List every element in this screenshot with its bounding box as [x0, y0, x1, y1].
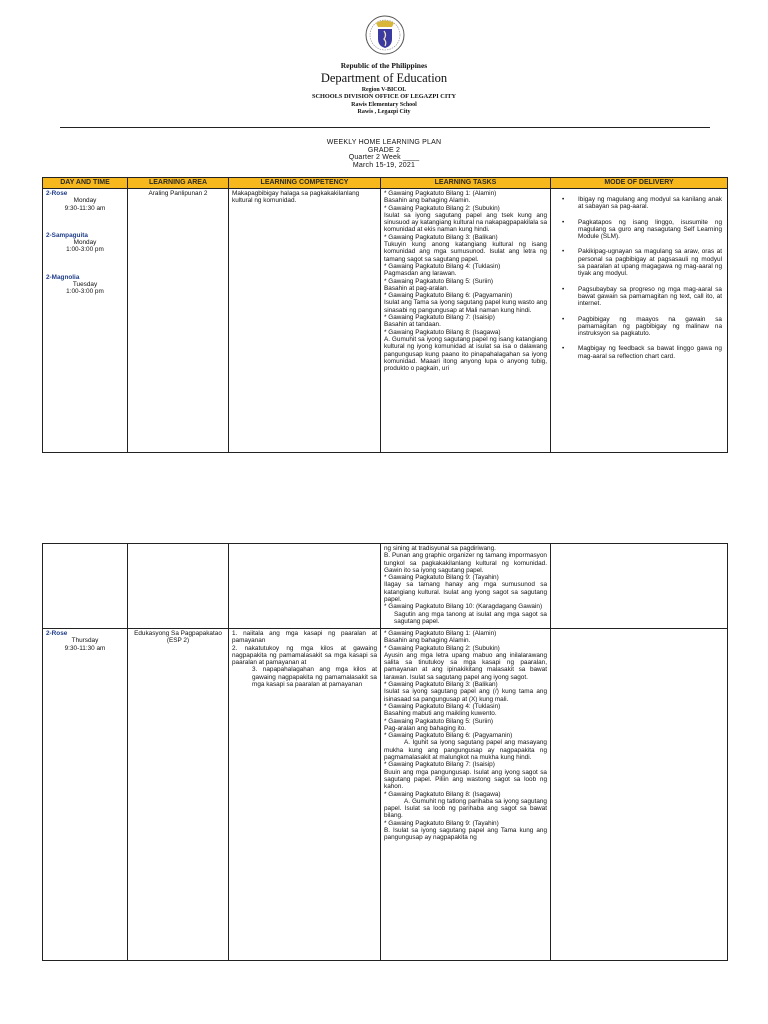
task-line: B. Punan ang graphic organizer ng tamang impormasyon tungkol sa pagkakakilanlang kultural ng komunidad. Gawin ito sa iyong sagutang papel.	[384, 552, 547, 574]
col-learning-area: LEARNING AREA	[128, 178, 229, 189]
learning-plan-table-page1	[42, 177, 728, 453]
table-row	[43, 189, 728, 453]
col-day-time: DAY AND TIME	[43, 178, 128, 189]
task-line: Isulat sa iyong sagutang papel ang tsek kung ang sinusuod ay katangiang kultural na nakapagpapakilala sa komunidad at ekis naman kung hindi.	[384, 211, 547, 234]
task-line: * Gawaing Pagkatuto Bilang 6: (Pagyamanin)	[384, 732, 513, 740]
delivery-item: • Pagbibigay ng maayos na gawain sa pamamagitan ng pagbibigay ng malinaw na instruksyon sa pagkatuto.	[556, 316, 722, 338]
competency-cell	[229, 544, 381, 629]
task-line: A. Gumuhit sa iyong sagutang papel ng isang katangiang kultural ng iyong komunidad at isulat sa isa o dalawang pangungusap kung paano ito pinapahalagahan sa iyong komunidad. Maaari itong anyong lupa o anyong tubig, produkto o pagkain, uri	[384, 335, 547, 373]
day: Tuesday	[72, 281, 98, 289]
delivery-list	[554, 190, 724, 360]
delivery-cell	[551, 629, 728, 961]
time: 1:00-3:00 pm	[66, 288, 104, 296]
col-learning-competency: LEARNING COMPETENCY	[229, 178, 381, 189]
col-learning-tasks: LEARNING TASKS	[381, 178, 551, 189]
day: Monday	[73, 197, 97, 205]
task-line: * Gawaing Pagkatuto Bilang 9: (Tayahin)	[384, 574, 499, 582]
republic-text: Republic of the Philippines	[340, 61, 428, 70]
plan-title: WEEKLY HOME LEARNING PLAN	[326, 139, 442, 146]
task-line: * Gawaing Pagkatuto Bilang 5: (Suriin)	[384, 717, 494, 725]
division-text: SCHOOLS DIVISION OFFICE OF LEGAZPI CITY	[311, 93, 457, 100]
day-time-cell	[43, 189, 128, 453]
task-line: * Gawaing Pagkatuto Bilang 2: (Subukin)	[384, 644, 500, 652]
deped-seal-logo	[364, 13, 406, 61]
time: 9:30-11:30 am	[64, 644, 106, 652]
task-line: Sagutin ang mga tanong at isulat ang mga sagot sa sagutang papel.	[394, 610, 547, 625]
task-line: Ayusin ang mga letra upang mabuo ang inilalarawang salita sa tinutukoy sa mga kasapi ng paaralan, pamayanan at ang ipinakikitang malasakit sa bawat larawan. Isulat sa sagutang papel ang iyong sagot.	[384, 651, 547, 681]
delivery-item: • Pagsubaybay sa progreso ng mga mag-aaral sa bawat gawain sa pamamagitan ng text, call ito, at internet.	[556, 286, 722, 308]
task-line: Tukuyin kung anong katangiang kultural ng isang komunidad ang mga sumusunod. Isulat ang letra ng tamang sagot sa sagutang papel.	[384, 241, 547, 263]
day-time-cell	[43, 629, 128, 961]
task-line: B. Isulat sa iyong sagutang papel ang Tama kung ang pangungusap ay nagpapakita ng	[384, 827, 547, 842]
delivery-cell	[551, 189, 728, 453]
task-line: * Gawaing Pagkatuto Bilang 3: (Balikan)	[384, 233, 498, 241]
competency-cell: Makapagbibigay halaga sa pagkakakilanlang kultural ng komunidad.	[229, 189, 381, 453]
task-line: Isulat ang Tama sa iyong sagutang papel kung wasto ang sinasabi ng pangungusap at Mali naman kung hindi.	[384, 299, 547, 314]
time: 1:00-3:00 pm	[66, 246, 104, 254]
task-line: * Gawaing Pagkatuto Bilang 4: (Tuklasin)	[384, 262, 501, 270]
col-mode-of-delivery: MODE OF DELIVERY	[551, 178, 728, 189]
task-line: ng sining at tradisyunal sa pagdiriwang.	[384, 545, 496, 552]
day: Monday	[73, 239, 97, 247]
competency-line: 3. napapahalagahan ang mga kilos at gawaing nagpapakita ng pamamalasakit sa mga kasapi sa paaralan at pamayanan	[252, 666, 377, 689]
learning-area-cell: Edukasyong Sa Pagpapakatao (ESP 2)	[128, 629, 229, 961]
task-line: Pag-aralan ang bahaging ito.	[384, 724, 467, 732]
task-line: * Gawaing Pagkatuto Bilang 7: (Isaisip)	[384, 314, 495, 322]
task-line: * Gawaing Pagkatuto Bilang 7: (Isaisip)	[384, 761, 495, 769]
plan-grade: GRADE 2	[367, 146, 401, 154]
plan-quarter: Quarter 2 Week ____	[348, 154, 420, 162]
delivery-item: • Pagkatapos ng isang linggo, isusumite ng magulang sa guro ang nasagutang Self Learning Module (SLM).	[556, 219, 722, 241]
task-line: * Gawaing Pagkatuto Bilang 3: (Balikan)	[384, 681, 498, 689]
task-line: Basahin at pag-aralan.	[384, 284, 449, 292]
task-line: * Gawaing Pagkatuto Bilang 6: (Pagyamanin)	[384, 292, 513, 300]
delivery-item: • Magbigay ng feedback sa bawat linggo gawa ng mag-aaral sa reflection chart card.	[556, 345, 722, 360]
task-line: Basahing mabuti ang maikling kuwento.	[384, 710, 497, 718]
department-title: Department of Education	[320, 71, 448, 85]
header-divider	[60, 127, 710, 128]
delivery-cell	[551, 544, 728, 629]
task-line: * Gawaing Pagkatuto Bilang 8: (Isagawa)	[384, 790, 501, 798]
task-line: Buuin ang mga pangungusap. Isulat ang iyong sagot sa sagutang papel. Piliin ang wastong sagot sa loob ng kahon.	[384, 768, 547, 791]
tasks-cell	[381, 629, 551, 961]
schedule-slot	[46, 232, 124, 254]
tasks-cell	[381, 544, 551, 629]
table-row	[43, 544, 728, 629]
table-header-row	[43, 178, 728, 189]
learning-area-cell: Araling Panlipunan 2	[128, 189, 229, 453]
task-line: A. Iguhit sa iyong sagutang papel ang masayang mukha kung ang pangungusap ay nagpapakita ng pagmamalasakit at malungkot na mukha kung hindi.	[384, 739, 547, 762]
task-line: Basahin ang bahaging Alamin.	[384, 637, 471, 645]
task-line: Basahin ang bahaging Alamin.	[384, 197, 471, 205]
task-line: Basahin at tandaan.	[384, 321, 441, 329]
table-row	[43, 629, 728, 961]
task-line: * Gawaing Pagkatuto Bilang 4: (Tuklasin)	[384, 702, 501, 710]
region-text: Region V-BICOL	[361, 87, 407, 93]
day-time-cell	[43, 544, 128, 629]
address-text: Rawis , Legazpi City	[357, 109, 411, 115]
task-line: * Gawaing Pagkatuto Bilang 8: (Isagawa)	[384, 328, 501, 336]
task-line: Ilagay sa tamang hanay ang mga sumusunod sa katangiang kultural. Isulat ang iyong sagot sa sagutang papel.	[384, 581, 547, 604]
day: Thursday	[71, 637, 99, 645]
task-line: Isulat sa iyong sagutang papel ang (/) kung tama ang isinasaad sa pangungusap at (X) kung mali.	[384, 688, 547, 703]
task-line: * Gawaing Pagkatuto Bilang 2: (Subukin)	[384, 204, 500, 212]
task-line: Pagmasdan ang larawan.	[384, 270, 457, 278]
section-name: 2-Rose	[46, 630, 68, 637]
competency-line: 2. nakatutukoy ng mga kilos at gawaing nagpapakita ng pamamalasakit sa mga kasapi sa paaralan at pamayanan at	[232, 644, 377, 667]
competency-cell	[229, 629, 381, 961]
schedule-slot	[46, 190, 124, 212]
time: 9:30-11:30 am	[64, 204, 106, 212]
section-name: 2-Magnolia	[46, 273, 80, 281]
task-line: * Gawaing Pagkatuto Bilang 9: (Tayahin)	[384, 819, 499, 827]
learning-area-cell	[128, 544, 229, 629]
task-line: * Gawaing Pagkatuto Bilang 1: (Alamin)	[384, 190, 497, 197]
competency-line: 1. naiitala ang mga kasapi ng paaralan at pamayanan	[232, 630, 377, 645]
task-line: * Gawaing Pagkatuto Bilang 5: (Suriin)	[384, 277, 494, 285]
task-line: * Gawaing Pagkatuto Bilang 10: (Karagdagang Gawain)	[384, 603, 543, 611]
task-line: * Gawaing Pagkatuto Bilang 1: (Alamin)	[384, 630, 497, 637]
schedule-slot	[46, 274, 124, 296]
learning-plan-table-page2	[42, 543, 728, 961]
plan-heading	[0, 139, 768, 169]
section-name: 2-Rose	[46, 190, 68, 197]
section-name: 2-Sampaguita	[46, 231, 88, 239]
task-line: A. Gumuhit ng tatlong parihaba sa iyong sagutang papel. Isulat sa loob ng parihaba ang sagot sa bawat bilang.	[384, 797, 547, 820]
delivery-item: • Ibigay ng magulang ang modyul sa kanilang anak at sabayan sa pag-aaral.	[556, 196, 722, 211]
tasks-cell	[381, 189, 551, 453]
plan-dates: March 15-19, 2021	[352, 161, 416, 169]
delivery-item: • Pakikipag-ugnayan sa magulang sa araw, oras at personal sa pagbibigay at pagsasauli ng modyul sa paaralan at upang magagawa ng mag-aaral ng tiyak ang modyul.	[556, 248, 722, 277]
school-text: Rawis Elementary School	[351, 102, 417, 108]
